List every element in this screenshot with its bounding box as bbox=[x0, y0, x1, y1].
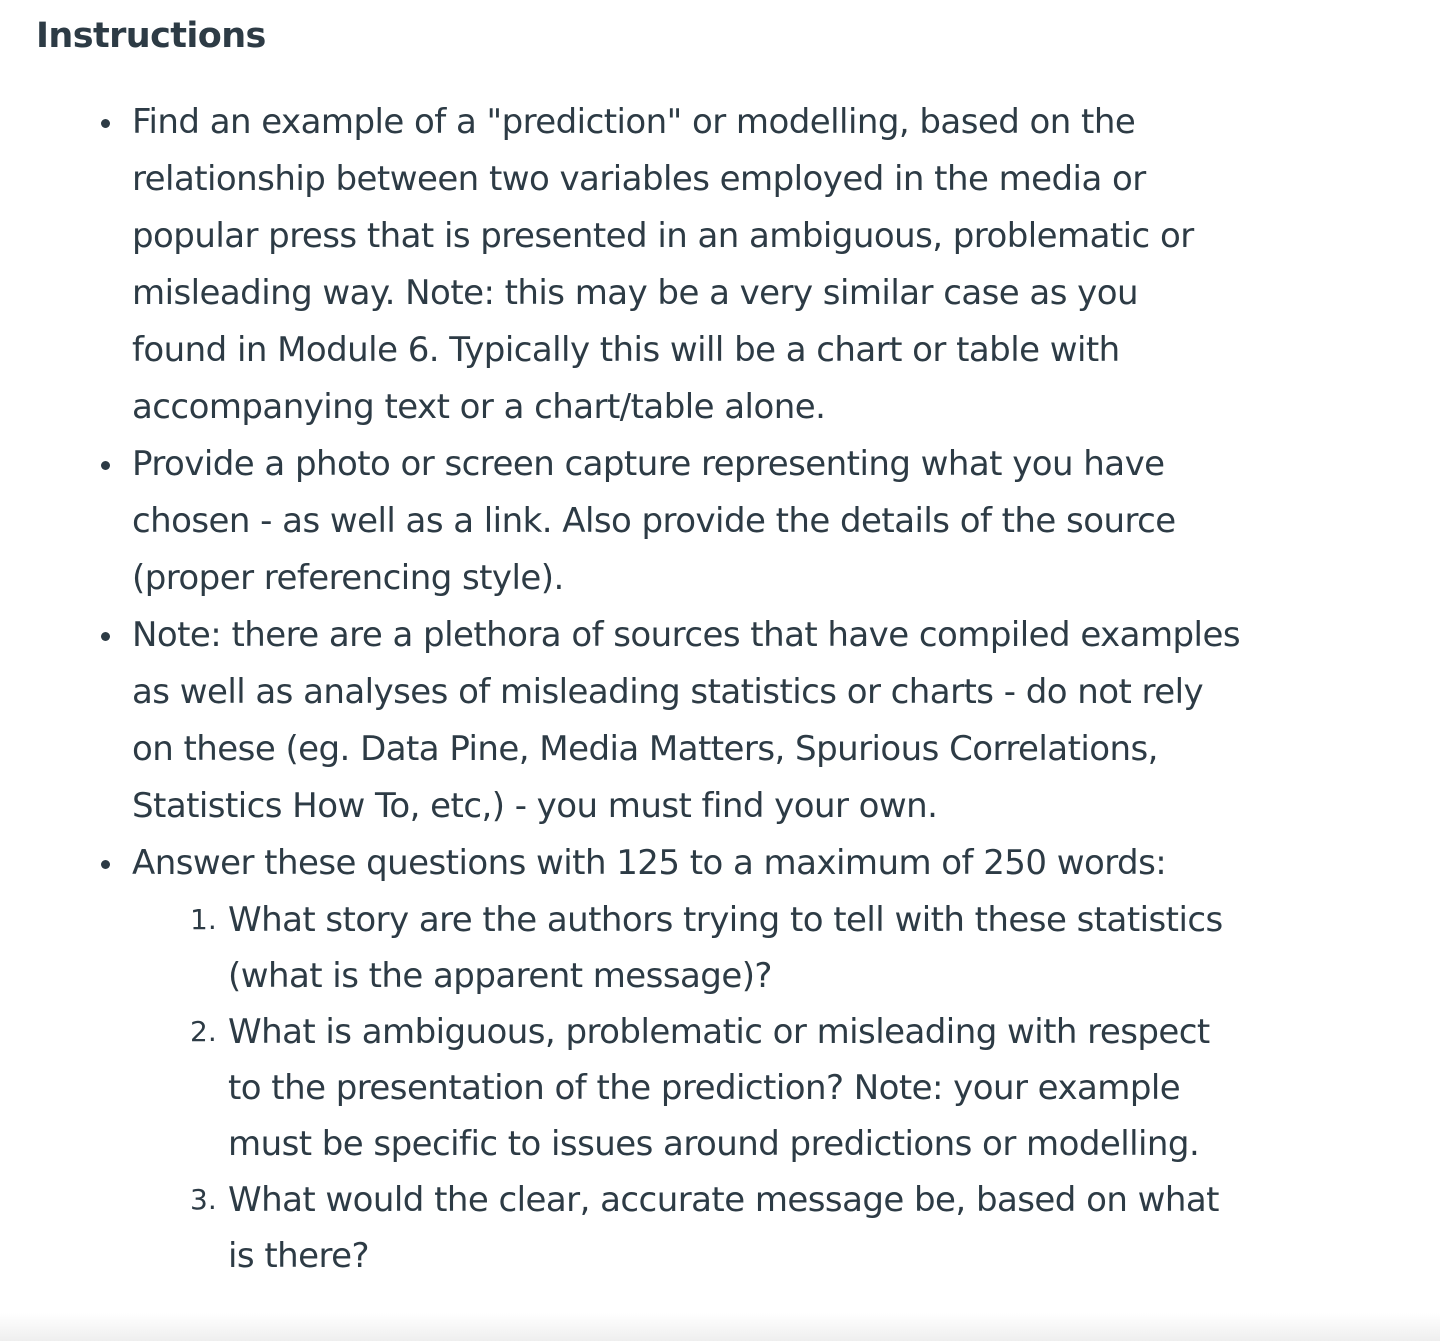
question-text: What story are the authors trying to tell with these statistics (what is the apparent message)? bbox=[228, 900, 1223, 996]
list-item bbox=[132, 94, 1242, 436]
list-item-text: Find an example of a "prediction" or modelling, based on the relationship between two variables employed in the media or popular press that is presented in an ambiguous, problematic or misleading way. Note: this may be a very similar case as you found in Module 6. Typically this will be a chart or table with accompanying text or a chart/table alone. bbox=[132, 102, 1194, 427]
question-number: 2. bbox=[190, 1015, 217, 1048]
question-item bbox=[190, 892, 1242, 1004]
list-item-text: Provide a photo or screen capture representing what you have chosen - as well as a link. Also provide the details of the source (proper referencing style). bbox=[132, 444, 1176, 598]
question-text: What would the clear, accurate message be, based on what is there? bbox=[228, 1180, 1219, 1276]
question-item bbox=[190, 1172, 1242, 1284]
question-text: What is ambiguous, problematic or misleading with respect to the presentation of the prediction? Note: your example must be specific to issues around predictions or modelling. bbox=[228, 1012, 1210, 1164]
question-number: 1. bbox=[190, 903, 217, 936]
questions-list bbox=[132, 892, 1242, 1284]
list-item bbox=[132, 607, 1242, 835]
page-title: Instructions bbox=[36, 16, 266, 56]
list-item bbox=[132, 835, 1242, 1284]
list-item bbox=[132, 436, 1242, 607]
question-item bbox=[190, 1004, 1242, 1172]
list-item-text: Answer these questions with 125 to a maximum of 250 words: bbox=[132, 843, 1167, 883]
list-item-text: Note: there are a plethora of sources that have compiled examples as well as analyses of misleading statistics or charts - do not rely on these (eg. Data Pine, Media Matters, Spurious Correlations, Statistics How To, etc,) - you must find your own. bbox=[132, 615, 1240, 826]
instructions-list bbox=[132, 94, 1242, 1284]
bottom-fade bbox=[0, 1313, 1440, 1341]
question-number: 3. bbox=[190, 1183, 217, 1216]
